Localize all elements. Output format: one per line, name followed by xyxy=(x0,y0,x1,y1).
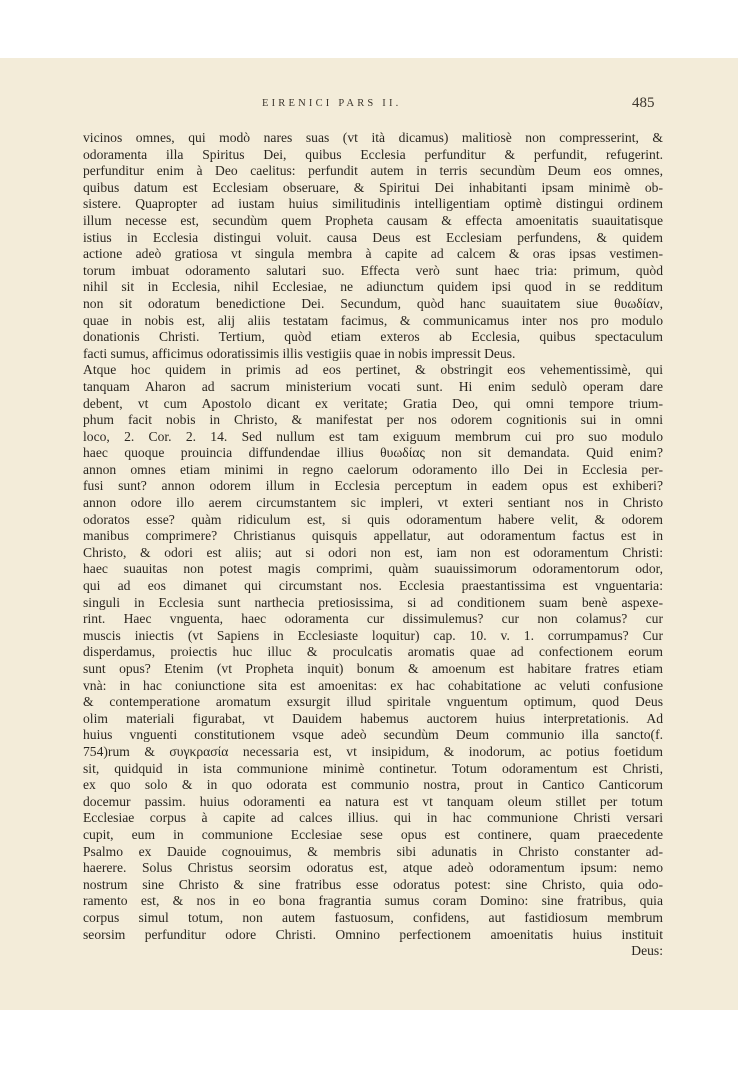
body-text xyxy=(83,130,663,960)
text-line: ramento est, & nos in eo bona fragrantia sumus coram Domino: sine fratribus, quia xyxy=(83,893,663,909)
text-line: haec quoque prouincia diffundendae illius θυωδίας non sit demandata. Quid enim? xyxy=(83,445,663,461)
text-line: Ecclesiae corpus à capite ad calces illius. qui in hac communione Christi versari xyxy=(83,810,663,826)
text-line: disperdamus, proiectis huc illuc & proculcatis aromatis quae ad confectionem eorum xyxy=(83,644,663,660)
text-line: annon omnes etiam minimi in regno caelorum odoramento illo Dei in Ecclesia per- xyxy=(83,461,663,477)
text-line: fusi sunt? annon odorem illum in Ecclesia perceptum in eadem opus est exhiberi? xyxy=(83,478,663,494)
text-line: muscis iniectis (vt Sapiens in Ecclesiaste loquitur) cap. 10. v. 1. corrumpamus? Cur xyxy=(83,627,663,643)
text-line: haerere. Solus Christus seorsim odoratus est, atque adeò odoramentum ipsum: nemo xyxy=(83,860,663,876)
text-line: loco, 2. Cor. 2. 14. Sed nullum est tam exiguum membrum cui pro suo modulo xyxy=(83,428,663,444)
text-line: istius in Ecclesia distingui voluit. causa Deus est Ecclesiam perfundens, & quidem xyxy=(83,229,663,245)
paragraph-1 xyxy=(83,130,663,362)
text-line: annon odore illo aerem circumstantem sic impleri, vt exteri sentiant nos in Christo xyxy=(83,495,663,511)
text-line: debent, vt cum Apostolo dicant ex veritate; Gratia Deo, qui omni tempore trium- xyxy=(83,395,663,411)
text-line: nihil sit in Ecclesia, nihil Ecclesiae, ne adiunctum quidem ipsi quod in se redditum xyxy=(83,279,663,295)
text-line: quae in nobis est, alij aliis testatam facimus, & communicamus inter nos pro modulo xyxy=(83,312,663,328)
text-line: sunt opus? Etenim (vt Propheta inquit) bonum & amoenum est habitare fratres etiam xyxy=(83,661,663,676)
text-line: corpus simul totum, non autem fastuosum, confidens, aut fastidiosum membrum xyxy=(83,909,663,925)
text-line: odoratos esse? quàm ridiculum est, si quis odoramentum habere velit, & odorem xyxy=(83,511,663,527)
text-line: donationis Christi. Tertium, quòd etiam exteros ab Ecclesia, quibus spectaculum xyxy=(83,329,663,345)
text-line: actione adeò gratiosa vt singula membra à capite ad calcem & oras ipsas vestimen- xyxy=(83,246,663,262)
text-line: sistere. Quapropter ad iustam huius similitudinis intelligentiam optimè distingui ordinem xyxy=(83,196,663,212)
text-line: Psalmo ex Dauide cognouimus, & membris sibi adunatis in Christo constanter ad- xyxy=(83,843,663,859)
text-line: manibus comprimere? Christianus quisquis appellatur, aut odoramentum factus est in xyxy=(83,528,663,544)
text-line: facti sumus, afficimus odoratissimis illis vestigiis quae in nobis impressit Deus. xyxy=(83,345,516,361)
text-line: olim materiali figurabat, vt Dauidem habemus auctorem huius interpretationis. Ad xyxy=(83,710,663,726)
text-line: illum necesse est, secundùm quem Propheta causam & effecta amoenitatis suauitatisque xyxy=(83,212,663,228)
running-head: EIRENICI PARS II. xyxy=(262,98,402,109)
text-line: nostrum sine Christo & sine fratribus esse odoratus potest: sine Christo, quia odo- xyxy=(83,876,663,892)
text-line: perfunditur enim à Deo caelitus: perfundit autem in terris secundùm Deum eos omnes, xyxy=(83,163,663,179)
text-line: odoramenta illa Spiritus Dei, quibus Ecclesia perfunditur & perfundit, refugerint. xyxy=(83,146,663,162)
text-line: tanquam Aharon ad sacrum ministerium vocati sunt. Hi enim sedulò operam dare xyxy=(83,378,663,394)
text-line: vnà: in hac coniunctione sita est amoenitas: ex hac cohabitatione ac veluti confusione xyxy=(83,677,663,693)
text-line: rint. Haec vnguenta, haec odoramenta cur dissimulemus? cur non colamus? cur xyxy=(83,611,663,627)
text-line: qui ad eos dimanet qui circumstant nos. Ecclesia praestantissima est vnguentaria: xyxy=(83,578,663,594)
text-line: vicinos omnes, qui modò nares suas (vt ità dicamus) malitiosè non compresserint, & xyxy=(83,130,663,145)
text-line: haec suauitas non potest magis comprimi, quàm suauissimorum odoramentorum odor, xyxy=(83,561,663,577)
text-line: ex quo solo & in quo odorata est communio nostra, prout in Cantico Canticorum xyxy=(83,777,663,793)
book-page xyxy=(0,58,738,1010)
page-header xyxy=(0,95,738,118)
text-line: Atque hoc quidem in primis ad eos pertinet, & obstringit eos vehementissimè, qui xyxy=(83,362,663,378)
text-line: Christo, & odori est aliis; aut si odori non est, iam non est odoramentum Christi: xyxy=(83,544,663,560)
text-line: cupit, eum in communione Ecclesiae sese opus est continere, quam praecedente xyxy=(83,826,663,842)
text-line: phum facit nobis in Christo, & manifestat per nos odorem cognitionis sui in omni xyxy=(83,412,663,428)
paragraph-2 xyxy=(83,362,663,943)
text-line: singuli in Ecclesia sunt narthecia pretiosissima, si ad conditionem suam benè aspexe- xyxy=(83,594,663,610)
text-line: 754)rum & συγκρασία necessaria est, vt insipidum, & inodorum, ac potius foetidum xyxy=(83,743,663,759)
text-line: quibus datum est Ecclesiam obseruare, & Spiritui Dei inhabitanti ipsam minimè ob- xyxy=(83,179,663,195)
text-line: huius vnguenti constitutionem vsque adeò secundùm Deum communio illa sancto(f. xyxy=(83,727,663,743)
text-line: non sit odoratum benedictione Dei. Secundum, quòd hanc suauitatem siue θυωδίαν, xyxy=(83,295,663,311)
catchword: Deus: xyxy=(631,943,663,959)
text-line: torum imbuat odoramento salutari suo. Effecta verò sunt haec tria: primum, quòd xyxy=(83,262,663,278)
text-line: docemur passim. huius odoramenti ea natura est vt tanquam oleum stillet per totum xyxy=(83,793,663,809)
text-line: seorsim perfunditur odore Christi. Omnino perfectionem amoenitatis huius instituit xyxy=(83,926,663,942)
text-line: & contemperatione aromatum exsurgit illud spiritale vnguentum optimum, quod Deus xyxy=(83,694,663,710)
text-line: sit, quidquid in ista communione minimè continetur. Totum odoramentum est Christi, xyxy=(83,760,663,776)
page-number: 485 xyxy=(632,95,655,111)
